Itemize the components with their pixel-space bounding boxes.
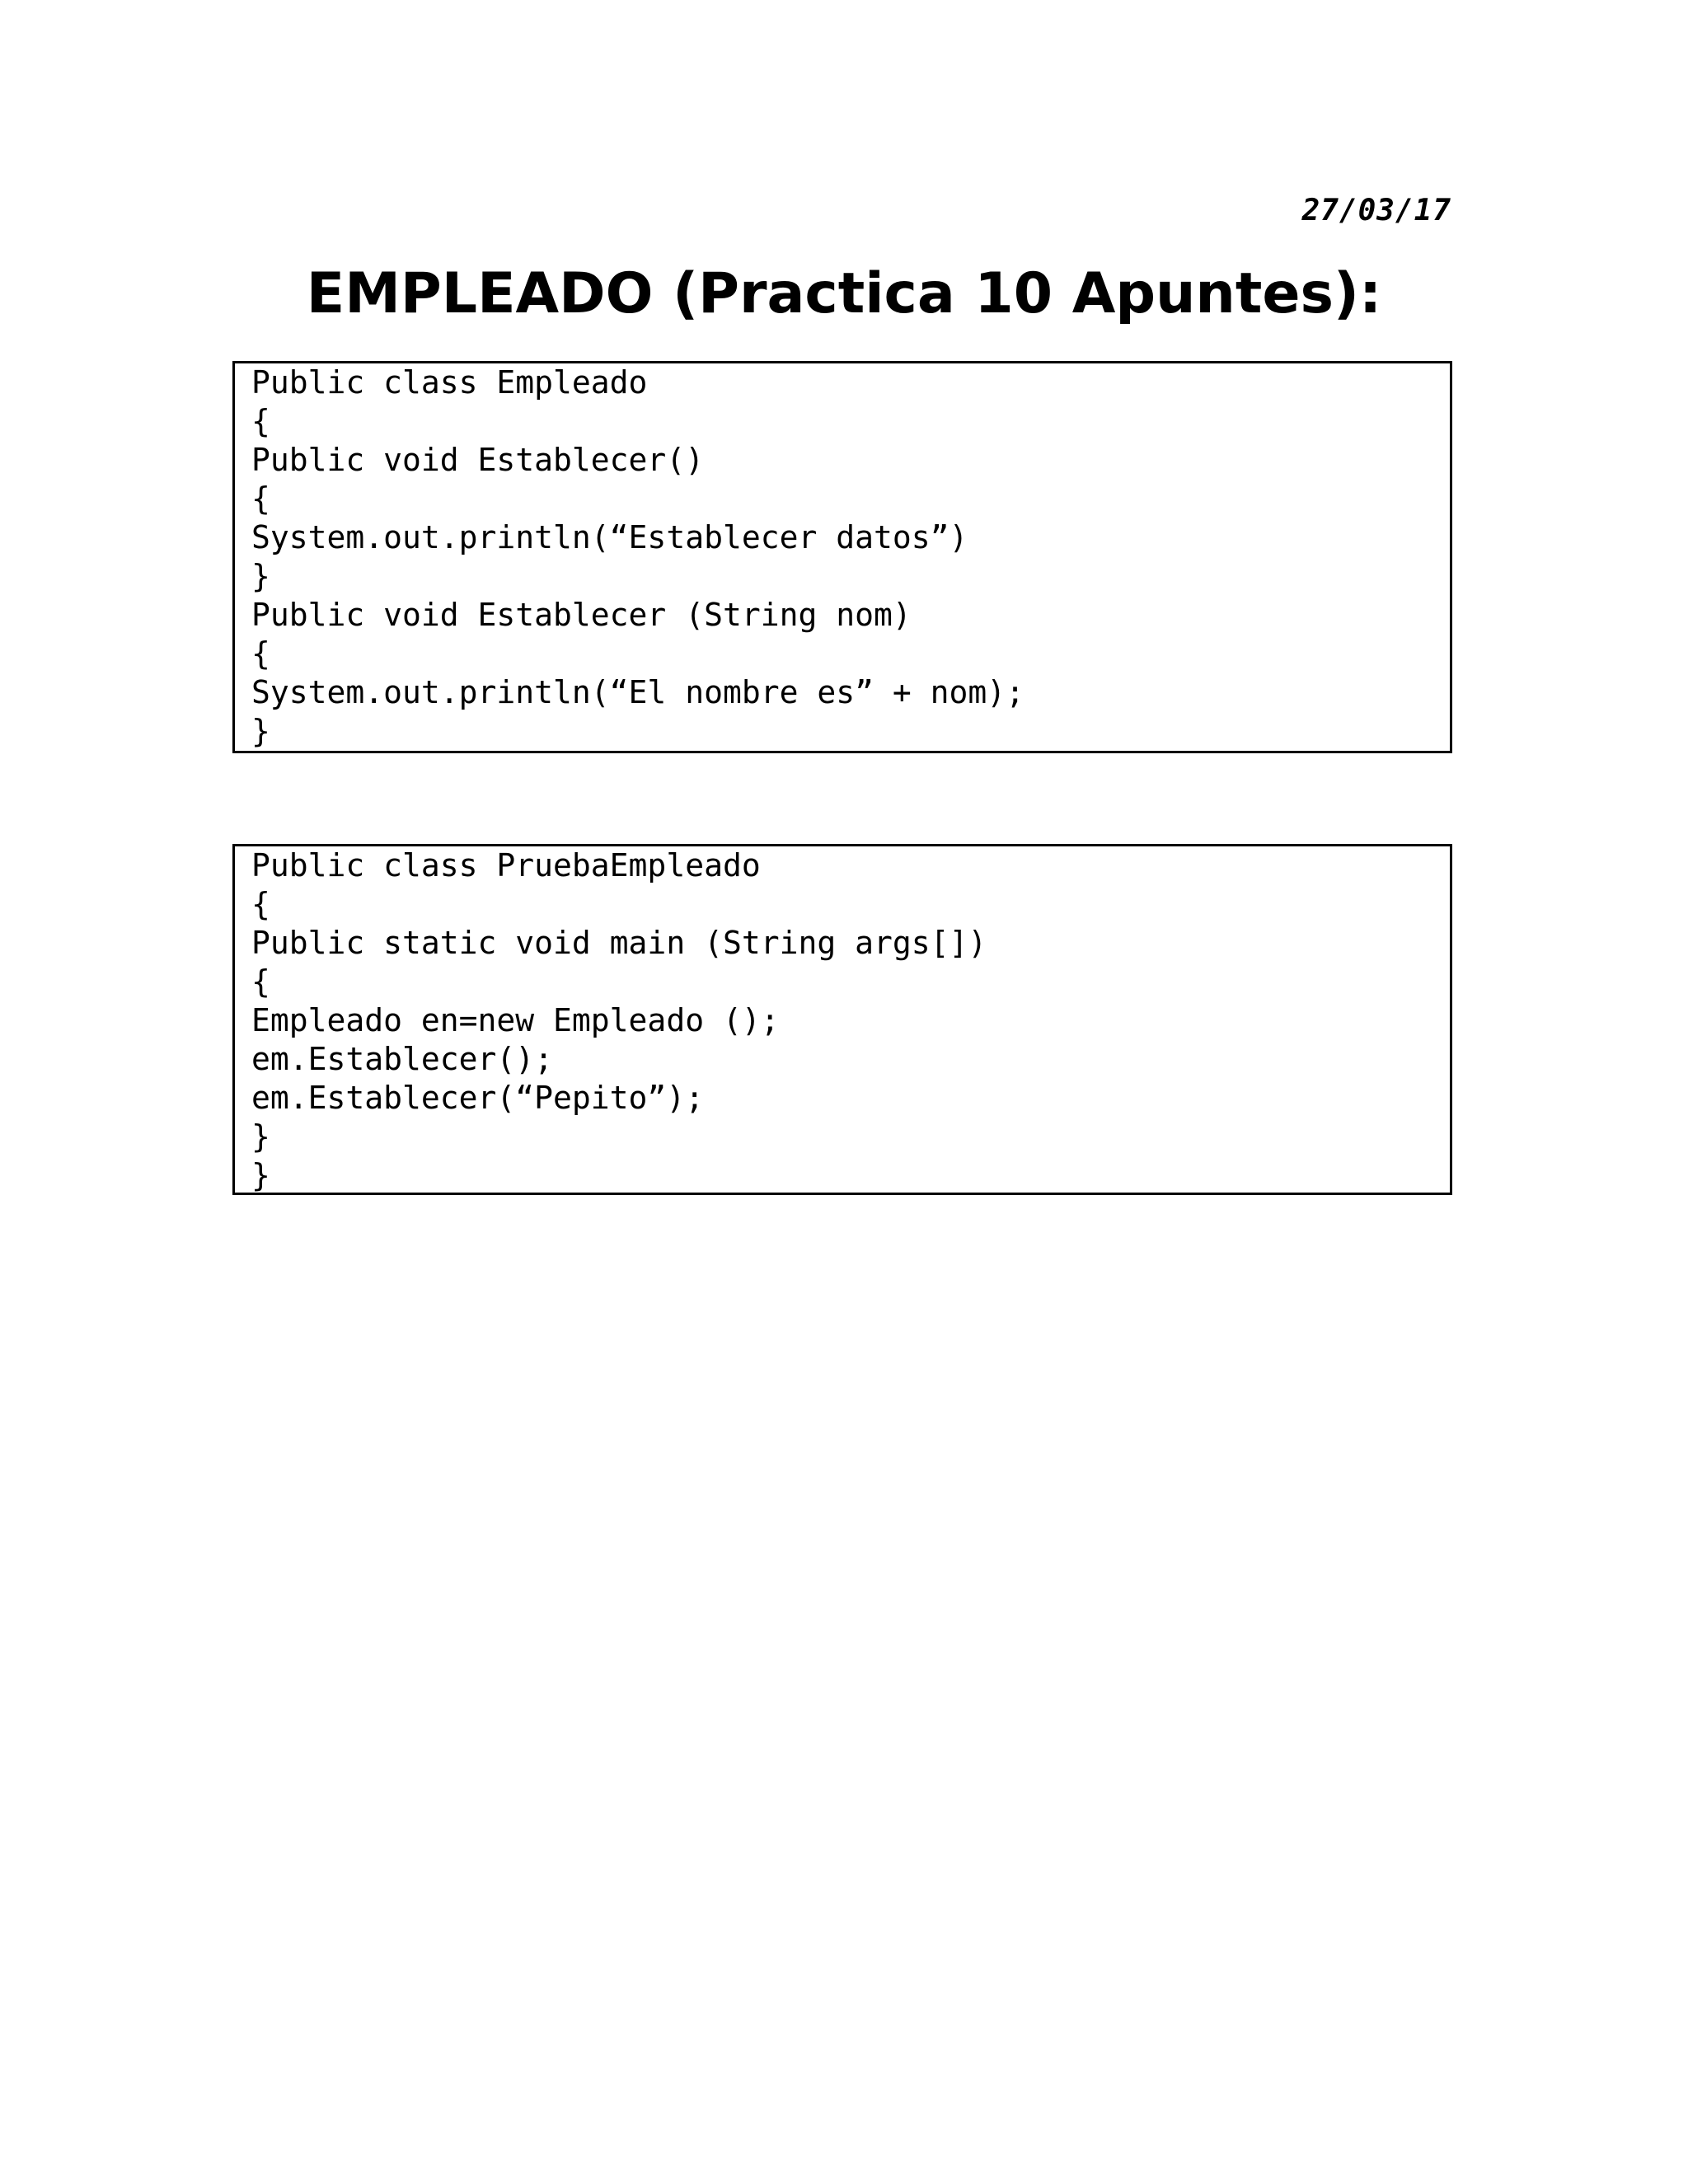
document-date: 27/03/17: [1301, 194, 1451, 227]
code-line: {: [251, 403, 270, 439]
code-line: System.out.println(“Establecer datos”): [251, 519, 968, 555]
code-line: Public class PruebaEmpleado: [251, 847, 761, 883]
code-line: Public class Empleado: [251, 364, 648, 401]
code-line: Public static void main (String args[]): [251, 925, 987, 961]
code-line: }: [251, 558, 270, 594]
code-block-prueba-empleado: [232, 844, 1452, 1195]
code-line: {: [251, 635, 270, 672]
code-line: em.Establecer();: [251, 1041, 554, 1077]
code-line: Public void Establecer (String nom): [251, 597, 912, 633]
code-line: }: [251, 1118, 270, 1155]
code-line: System.out.println(“El nombre es” + nom);: [251, 674, 1025, 710]
code-line: {: [251, 963, 270, 1000]
code-line: {: [251, 886, 270, 922]
code-line: {: [251, 480, 270, 517]
code-line: }: [251, 1157, 270, 1193]
code-line: }: [251, 713, 270, 749]
code-block-empleado: [232, 361, 1452, 753]
code-line: Public void Establecer(): [251, 442, 705, 478]
code-line: Empleado en=new Empleado ();: [251, 1002, 780, 1038]
document-title: EMPLEADO (Practica 10 Apuntes):: [306, 261, 1382, 326]
code-line: em.Establecer(“Pepito”);: [251, 1080, 705, 1116]
